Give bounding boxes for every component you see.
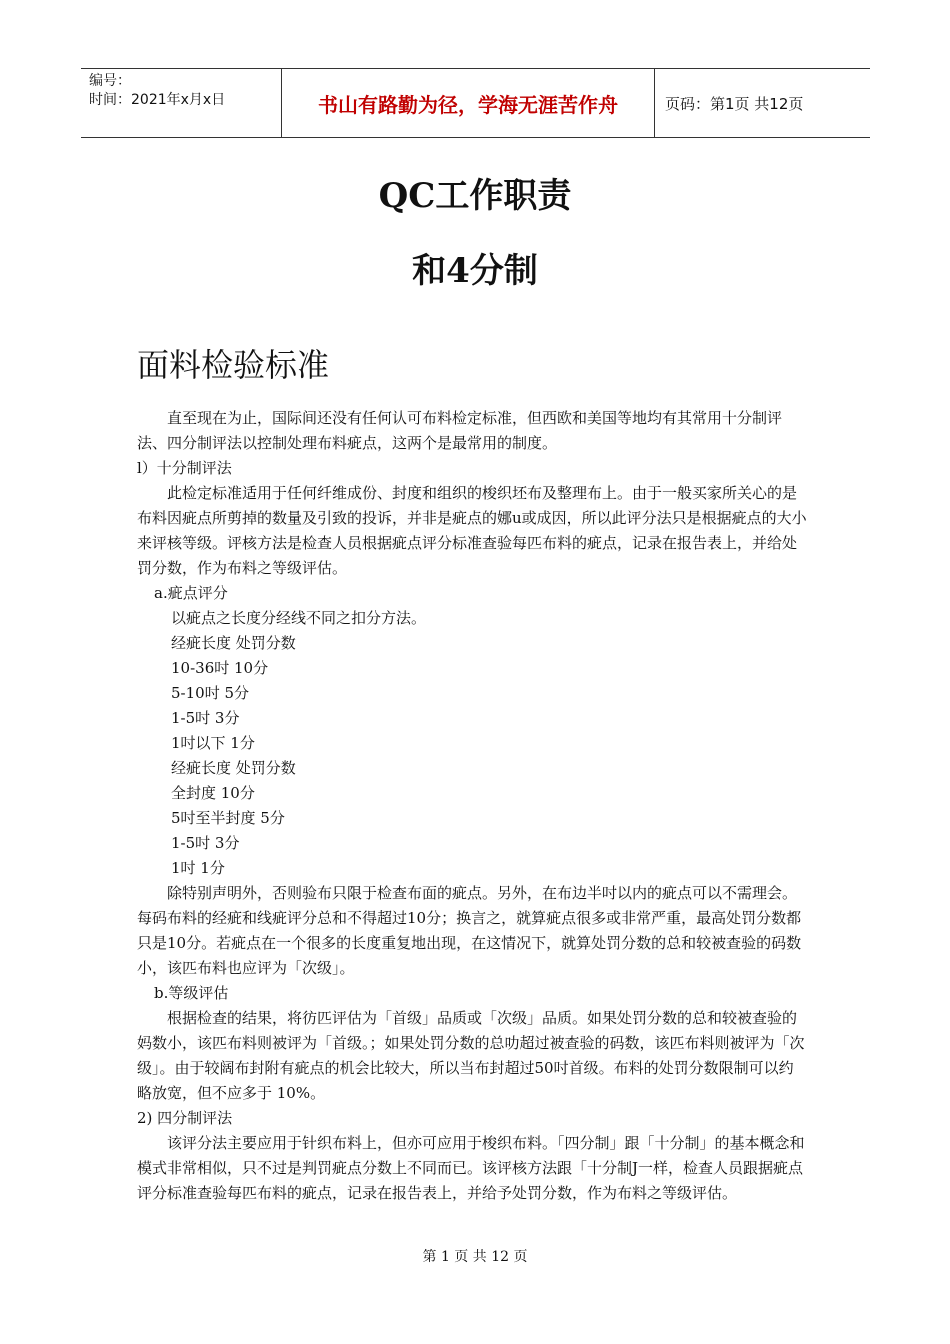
document-title-line2: 和4分制 <box>412 251 538 291</box>
warp-row: 10-36吋 10分 <box>171 659 269 677</box>
page-info: 页码：第1页 共12页 <box>665 94 804 113</box>
document-body <box>137 406 807 1206</box>
warp-table-header: 经疵长度 处罚分数 <box>171 634 296 652</box>
weft-table-header: 经疵长度 处罚分数 <box>171 759 296 777</box>
warp-row: 1吋以下 1分 <box>171 734 255 752</box>
four-point-heading: 2) 四分制评法 <box>137 1109 233 1127</box>
grade-paragraph: 根据检查的结果，将彷匹评估为「首级」品质或「次级」品质。如果处罚分数的总和较被查验的妈数小，该匹布料则被评为「首级。；如果处罚分数的总叻超过被查验的码数，该匹布料则被评为「次级」。由于较阔布封附有疵点的机会比较大，所以当布封超过50吋首级。布料的处罚分数限制可以约略放宽，但不应多于 10%。 <box>137 1009 805 1102</box>
warp-row: 5-10吋 5分 <box>171 684 250 702</box>
weft-row: 5吋至半封度 5分 <box>171 809 285 827</box>
weft-row: 1-5吋 3分 <box>171 834 240 852</box>
ten-point-heading: l）十分制评法 <box>137 459 232 477</box>
warp-row: 1-5吋 3分 <box>171 709 240 727</box>
defect-score-intro: 以疵点之长度分经线不同之扣分方法。 <box>171 609 427 627</box>
weft-row: 1吋 1分 <box>171 859 225 877</box>
weft-row: 全封度 10分 <box>171 784 255 802</box>
time-label: 时间：2021年x月x日 <box>89 92 226 108</box>
document-title-line1: QC工作职责 <box>378 176 572 216</box>
subheading-b: b.等级评估 <box>154 984 229 1002</box>
ten-point-description: 此检定标准适用于任何纤维成份、封度和组织的梭织坯布及整理布上。由于一般买家所关心的是布料因疵点所剪掉的数量及引致的投诉，并非是疵点的娜u或成因，所以此评分法只是根据疵点的大小来评核等级。评核方法是检查人员根据疵点评分标准查验每匹布料的疵点，记录在报告表上，并给处罚分数，作为布料之等级评估。 <box>137 484 807 577</box>
document-header <box>81 68 870 138</box>
section-heading: 面料检验标准 <box>137 346 330 384</box>
exception-paragraph: 除特别声明外，否则验布只限于检查布面的疵点。另外，在布边半吋以内的疵点可以不需理会。每码布料的经疵和线疵评分总和不得超过10分；换言之，就算疵点很多或非常严重，最高处罚分数都只是10分。若疵点在一个很多的长度重复地出现，在这情况下，就算处罚分数的总和较被查验的码数小，该匹布料也应评为「次级」。 <box>137 884 802 977</box>
page-footer: 第 1 页 共 12 页 <box>422 1249 528 1265</box>
header-info-cell <box>81 69 281 137</box>
number-label: 编号： <box>89 73 131 89</box>
subheading-a: a.疵点评分 <box>154 584 228 602</box>
motto-text: 书山有路勤为径，学海无涯苦作舟 <box>281 69 655 137</box>
four-point-description: 该评分法主要应用于针织布料上，但亦可应用于梭织布料。「四分制」跟「十分制」的基本概念和模式非常相似，只不过是判罚疵点分数上不同而已。该评核方法跟「十分制J一样，检查人员跟据疵点评分标准查验每匹布料的疵点，记录在报告表上，并给予处罚分数，作为布料之等级评估。 <box>137 1134 805 1202</box>
intro-paragraph: 直至现在为止，国际间还没有任何认可布料检定标准，但西欧和美国等地均有其常用十分制评法、四分制评法以控制处理布料疵点，这两个是最常用的制度。 <box>137 409 783 452</box>
